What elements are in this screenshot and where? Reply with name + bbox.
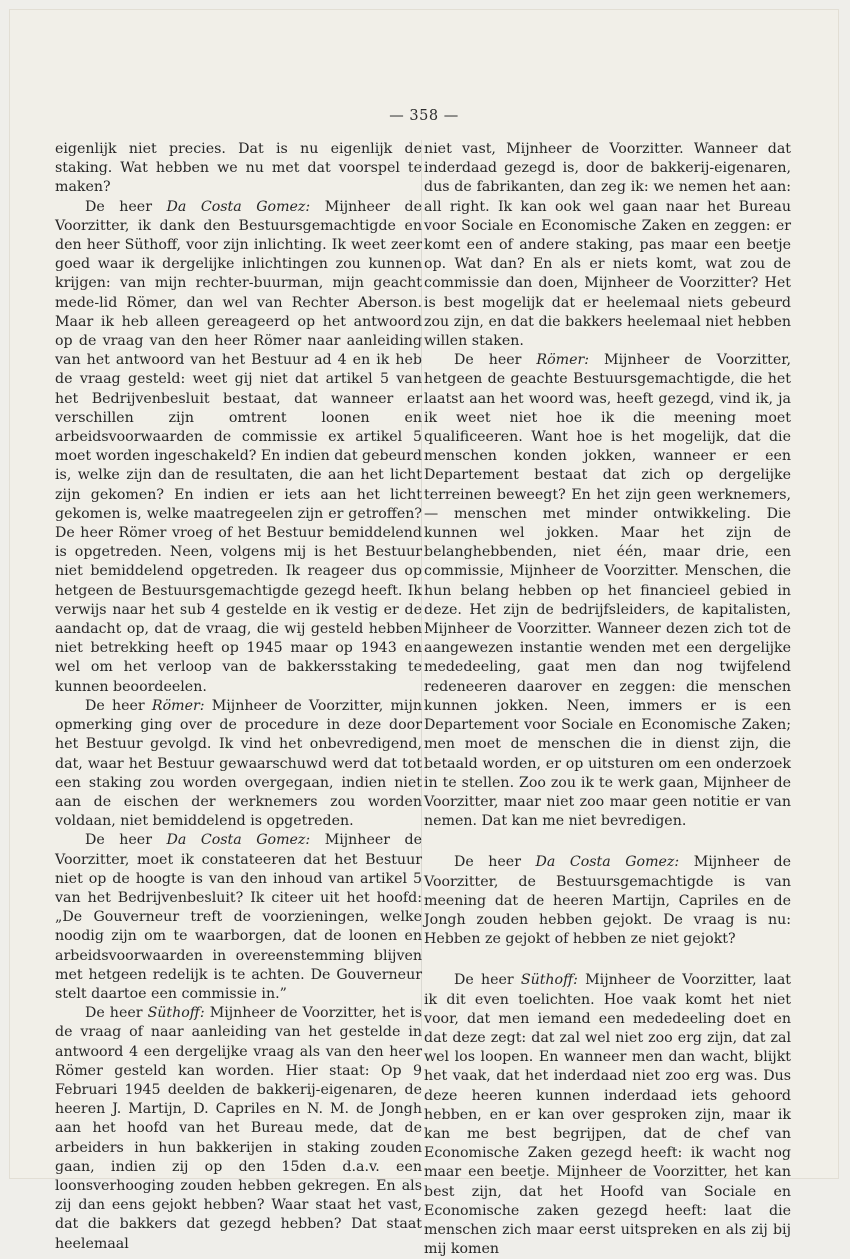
paragraph: De heer Da Costa Gomez: Mijnheer de Voorzitter, de Bestuursgemachtigde is van meening dat de heeren Martijn, Capriles en de Jongh zouden hebben gejokt. De vraag is nu: Hebben ze gejokt of hebben ze niet gejokt?	[424, 854, 792, 948]
paragraph: De heer Römer: Mijnheer de Voorzitter, mijn opmerking ging over de procedure in deze door het Bestuur gevolgd. Ik vind het onbevredigend, dat, waar het Bestuur gewaarschuwd werd dat tot een staking zou worden overgegaan, indien niet aan de eischen der werknemers zou worden voldaan, niet bemiddelend is opgetreden.	[55, 697, 422, 830]
speaker-name: Da Costa Gomez:	[166, 198, 311, 215]
speaker-intro: De heer	[454, 854, 521, 871]
speaker-intro: De heer	[454, 352, 522, 369]
left-column	[55, 140, 422, 1254]
paragraph: De heer Da Costa Gomez: Mijnheer de Voorzitter, moet ik constateeren dat het Bestuur niet op de hoogte is van den inhoud van artikel 5 van het Bedrijvenbesluit? Ik citeer uit het hoofd: „De Gouverneur treft de voorzieningen, welke noodig zijn om te waarborgen, dat de loonen en arbeidsvoorwaarden in overeenstemming blijven met hetgeen redelijk is te achten. De Gouverneur stelt daartoe een commissie in.”	[55, 832, 423, 1002]
paragraph: niet vast, Mijnheer de Voorzitter. Wanneer dat inderdaad gezegd is, door de bakkerij-eigenaren, dus de fabrikanten, dan zeg ik: we nemen het aan: all right. Ik kan ook wel gaan naar het Bureau voor Sociale en Economische Zaken en zeggen: er komt een of andere staking, pas maar een beetje op. Wat dan? En als er niets komt, wat zou de commissie dan doen, Mijnheer de Voorzitter? Het is best mogelijk dat er heelemaal niets gebeurd zou zijn, en dat die bakkers heelemaal niet hebben willen staken.	[424, 141, 791, 350]
speaker-intro: De heer	[85, 832, 152, 849]
right-column	[424, 140, 791, 1259]
paragraph: De heer Süthoff: Mijnheer de Voorzitter, laat ik dit even toelichten. Hoe vaak komt het niet voor, dat men iemand een mededeeling doet en dat deze zegt: dat zal wel niet zoo erg zijn, dat zal wel los loopen. En wanneer men dan wacht, blijkt het vaak, dat het inderdaad niet zoo erg was. Dus deze heeren kunnen inderdaad iets gehoord hebben, en er kan over gesproken zijn, maar ik kan me best begrijpen, dat de chef van Economische Zaken gezegd heeft: ik wacht nog maar een beetje. Mijnheer de Voorzitter, het kan best zijn, dat het Hoofd van Sociale en Economische zaken gezegd heeft: laat die menschen zich maar eerst uitspreken en als zij bij mij komen	[424, 972, 791, 1258]
speaker-intro: De heer	[454, 972, 514, 989]
speaker-intro: De heer	[85, 1005, 143, 1022]
paragraph: De heer Römer: Mijnheer de Voorzitter, hetgeen de geachte Bestuursgemachtigde, die het laatst aan het woord was, heeft gezegd, vind ik, ja ik weet niet hoe ik die meening moet qualificeeren. Want hoe is het mogelijk, dat die menschen konden jokken, wanneer er een Departement bestaat dat zich op dergelijke terreinen beweegt? En het zijn geen werknemers, — menschen met minder ontwikkeling. Die kunnen wel jokken. Maar het zijn de belanghebbenden, niet één, maar drie, een commissie, Mijnheer de Voorzitter. Menschen, die hun belang hebben op het financieel gebied in deze. Het zijn de bedrijfsleiders, de kapitalisten, Mijnheer de Voorzitter. Wanneer dezen zich tot de aangewezen instantie wenden met een dergelijke mededeeling, gaat men dan nog twijfelend redeneeren daarover en zeggen: die menschen kunnen jokken. Neen, immers er is een Departement voor Sociale en Economische Zaken; men moet de menschen die in dienst zijn, die betaald worden, er op uitsturen om een onderzoek in te stellen. Zoo zou ik te werk gaan, Mijnheer de Voorzitter, maar niet zoo maar geen notitie er van nemen. Dat kan me niet bevredigen.	[424, 352, 792, 830]
speaker-intro: De heer	[85, 198, 152, 215]
speaker-name: Römer:	[151, 697, 205, 714]
speaker-name: Da Costa Gomez:	[535, 854, 680, 871]
paragraph: De heer Süthoff: Mijnheer de Voorzitter, het is de vraag of naar aanleiding van het gestelde in antwoord 4 een dergelijke vraag als van den heer Römer gesteld kan worden. Hier staat: Op 9 Februari 1945 deelden de bakkerij-eigenaren, de heeren J. Martijn, D. Capriles en N. M. de Jongh aan het hoofd van het Bureau mede, dat de arbeiders in hun bakkerijen in staking zouden gaan, indien zij op den 15den d.a.v. een loonsverhooging zouden hebben gekregen. En als zij dan eens gejokt hebben? Waar staat het vast, dat die bakkers dat gezegd hebben? Dat staat heelemaal	[55, 1005, 423, 1252]
speaker-name: Süthoff:	[520, 972, 578, 989]
speaker-name: Römer:	[536, 352, 590, 369]
column-divider	[421, 140, 422, 1040]
page-number: — 358 —	[389, 108, 459, 124]
paragraph: eigenlijk niet precies. Dat is nu eigenlijk de staking. Wat hebben we nu met dat voorspel te maken?	[55, 141, 422, 196]
speaker-name: Da Costa Gomez:	[166, 832, 311, 849]
document-page	[10, 10, 838, 1258]
paragraph: De heer Da Costa Gomez: Mijnheer de Voorzitter, ik dank den Bestuursgemachtigde en den heer Süthoff, voor zijn inlichting. Ik weet zeer goed waar ik dergelijke inlichtingen zou kunnen krijgen: van mijn rechter-buurman, mijn geacht mede-lid Römer, dan wel van Rechter Aberson. Maar ik heb alleen gereageerd op het antwoord op de vraag van den heer Römer naar aanleiding van het antwoord van het Bestuur ad 4 en ik heb de vraag gesteld: weet gij niet dat artikel 5 van het Bedrijvenbesluit bestaat, dat wanneer er verschillen zijn omtrent loonen en arbeidsvoorwaarden de commissie ex artikel 5 moet worden ingeschakeld? En indien dat gebeurd is, welke zijn dan de resultaten, die aan het licht zijn gekomen? En indien er iets aan het licht gekomen is, welke maatregeelen zijn er getroffen? De heer Römer vroeg of het Bestuur bemiddelend is opgetreden. Neen, volgens mij is het Bestuur niet bemiddelend opgetreden. Ik reageer dus op hetgeen de Bestuursgemachtigde gezegd heeft. Ik verwijs naar het sub 4 gestelde en ik vestig er de aandacht op, dat de vraag, die wij gesteld hebben niet betrekking heeft op 1945 maar op 1943 en wel om het verloop van de bakkersstaking te kunnen beoordeelen.	[55, 198, 423, 695]
speaker-name: Süthoff:	[147, 1005, 205, 1022]
speaker-intro: De heer	[85, 697, 145, 714]
